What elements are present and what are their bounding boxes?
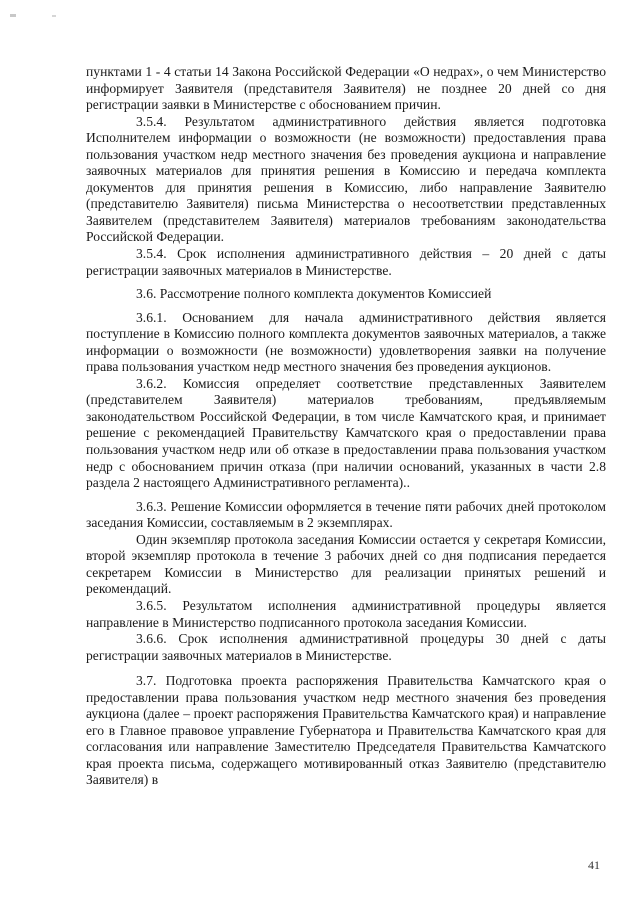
scan-artifact — [10, 14, 16, 17]
paragraph-3-7: 3.7. Подготовка проекта распоряжения Правительства Камчатского края о предоставлении права пользования участком недр местного значения без проведения аукциона (далее – проект распоряжения Правительства Камчатского края) и направление его в Главное правовое управление Губернатора и Правительства Камчатского края для согласования или направление Заместителю Председателя Правительства Камчатского края проекта письма, содержащего мотивированный отказ Заявителю (представителю Заявителя) в — [86, 673, 606, 788]
paragraph-protocol-copies: Один экземпляр протокола заседания Комиссии остается у секретаря Комиссии, второй экземпляр протокола в течение 3 рабочих дней со дня подписания передается секретарем Комиссии в Министерство для реализации принятых решений и рекомендаций. — [86, 531, 606, 597]
paragraph-3-6-5: 3.6.5. Результатом исполнения административной процедуры является направление в Министерство подписанного протокола заседания Комиссии. — [86, 597, 606, 630]
section-heading-3-6: 3.6. Рассмотрение полного комплекта документов Комиссией — [136, 286, 492, 302]
document-body — [86, 64, 606, 789]
paragraph-3-6-3: 3.6.3. Решение Комиссии оформляется в течение пяти рабочих дней протоколом заседания Комиссии, составляемым в 2 экземплярах. — [86, 498, 606, 531]
scan-artifact — [52, 15, 56, 17]
paragraph-3-6-6: 3.6.6. Срок исполнения административной процедуры 30 дней с даты регистрации заявочных материалов в Министерстве. — [86, 631, 606, 663]
paragraph-3-5-4-result: 3.5.4. Результатом административного действия является подготовка Исполнителем информации о возможности (не возможности) предоставления права пользования участком недр местного значения без проведения аукциона и направление заявочных материалов для принятия решения в Комиссию и передача комплекта документов для принятия решения в Комиссию, либо направление Заявителю (представителю Заявителя) письма Министерства о несоответствии представленных Заявителем (представителем Заявителя) материалов требованиям законодательства Российской Федерации. — [86, 113, 606, 245]
paragraph-continuation: пунктами 1 - 4 статьи 14 Закона Российской Федерации «О недрах», о чем Министерство информирует Заявителя (представителя Заявителя) не позднее 20 дней со дня регистрации заявки в Министерстве с обоснованием причин. — [86, 64, 606, 113]
paragraph-3-5-4-term: 3.5.4. Срок исполнения административного действия – 20 дней с даты регистрации заявочных материалов в Министерстве. — [86, 246, 606, 278]
paragraph-3-6-1: 3.6.1. Основанием для начала административного действия является поступление в Комиссию полного комплекта документов заявочных материалов, а также информации о возможности (не возможности) удовлетворения заявки на получение права пользования участком недр местного значения без проведения аукционов. — [86, 309, 606, 375]
page-number: 41 — [588, 858, 600, 872]
paragraph-3-6-2: 3.6.2. Комиссия определяет соответствие представленных Заявителем (представителем Заявителя) материалов требованиям, предъявляемым законодательством Российской Федерации, в том числе Камчатского края, и принимает решение с рекомендацией Правительству Камчатского края о предоставлении права пользования участком недр или об отказе в предоставлении права пользования участком недр с обоснованием причин отказа (при наличии оснований, указанных в части 2.8 раздела 2 настоящего Административного регламента).. — [86, 375, 606, 491]
